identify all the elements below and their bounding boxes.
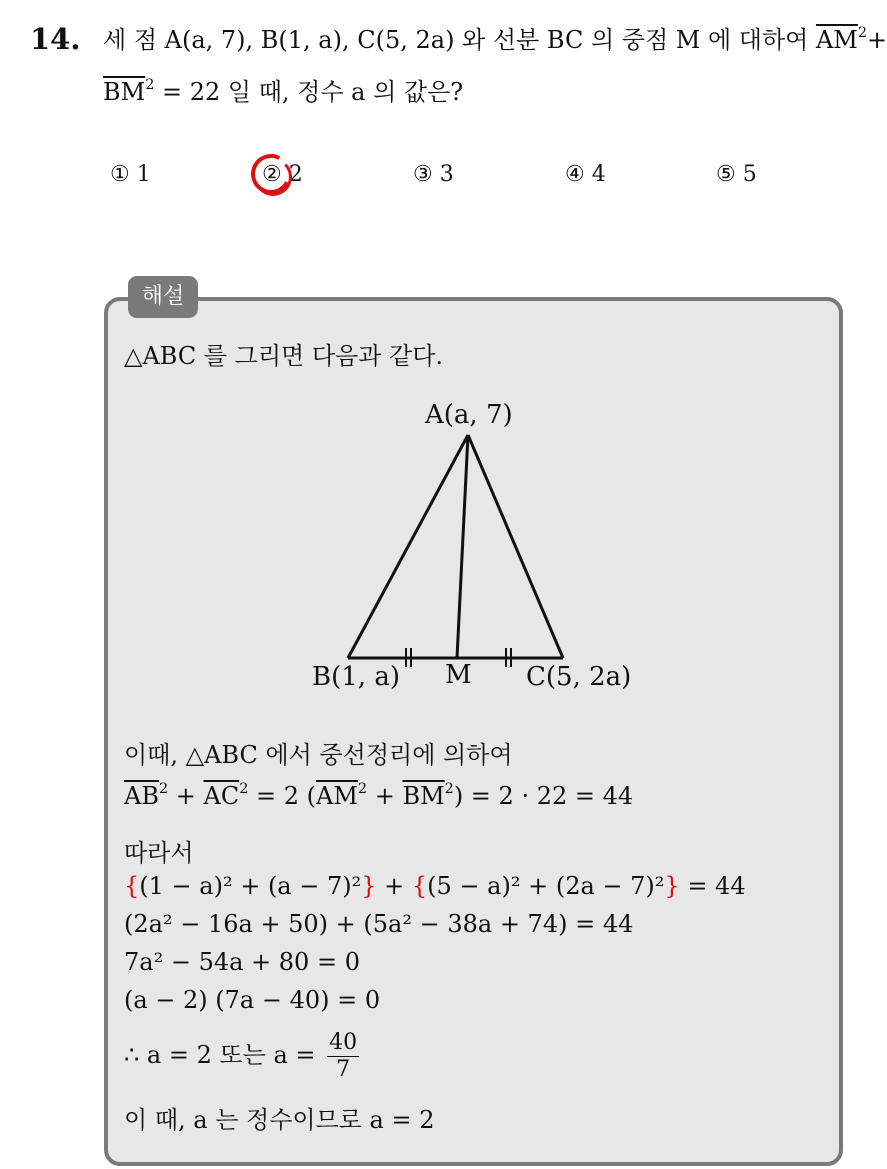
red-brace-open: { [411,872,428,900]
red-brace-open: { [124,872,140,900]
equation-1-rhs: = 44 [679,872,746,900]
vertex-label-c: C(5, 2a) [526,662,632,692]
equation-1-part-2: (5 − a)² + (2a − 7)² [427,872,665,900]
segment-am: $\overline{AM}$ [316,782,358,810]
eq-result: ) = 2 · 22 = 44 [453,782,634,810]
solution-badge: 해설 [128,276,198,318]
segment-bm: $\overline{BM}$ [103,78,146,106]
median-theorem-equation [124,782,633,810]
plus-sign: + [867,26,887,54]
choice-mark: ① [110,162,130,187]
exponent: 2 [357,781,368,798]
question-number: 14. [30,22,81,56]
choice-value: 4 [591,162,606,187]
fraction-numerator: 40 [329,1030,358,1055]
exponent: 2 [857,25,868,42]
vertex-label-b: B(1, a) [312,662,400,692]
choice-mark: ③ [413,162,433,187]
choice-mark: ② [262,162,282,187]
choice-5[interactable] [716,162,757,187]
choice-3[interactable] [413,162,454,187]
median-am [457,435,468,658]
equation-1-part-1: (1 − a)² + (a − 7)² [139,872,362,900]
choice-value: 3 [439,162,454,187]
equation-5 [124,1030,359,1083]
solution-median-theorem-intro: 이때, △ABC 에서 중선정리에 의하여 [124,741,513,769]
exponent: 2 [239,781,249,798]
red-brace-close: } [361,872,377,900]
segment-ab: $\overline{AB}$ [124,782,159,810]
equation-5-text: ∴ a = 2 또는 a = [124,1041,316,1069]
plus-sign: + [168,782,204,810]
fraction-denominator: 7 [336,1057,351,1082]
plus-sign: + [367,782,403,810]
therefore-label: 따라서 [124,839,194,867]
equation-3: 7a² − 54a + 80 = 0 [124,948,360,976]
equation-1 [124,872,746,900]
choice-value: 1 [136,162,151,187]
plus-sign: + [376,872,412,900]
vertex-label-a: A(a, 7) [425,400,513,430]
question-line-1 [103,20,887,55]
exponent: 2 [158,781,169,798]
segment-ac: $\overline{AC}$ [203,782,240,810]
triangle-figure [300,395,600,670]
equation-4: (a − 2) (7a − 40) = 0 [124,986,381,1014]
segment-bm: $\overline{BM}$ [402,782,445,810]
answer-circle-mark-stroke [254,158,292,196]
choice-mark: ⑤ [716,162,736,187]
question-line-2-text: = 22 일 때, 정수 a 의 값은? [154,78,464,106]
equation-2: (2a² − 16a + 50) + (5a² − 38a + 74) = 44 [124,910,634,938]
side-ac [468,435,563,658]
red-brace-close: } [664,872,680,900]
choice-1[interactable] [110,162,151,187]
exponent: 2 [145,77,155,94]
choice-4[interactable] [565,162,606,187]
side-ab [348,435,468,658]
conclusion: 이 때, a 는 정수이므로 a = 2 [124,1106,435,1134]
question-line-2 [103,72,463,107]
choice-mark: ④ [565,162,585,187]
midpoint-label-m: M [445,660,472,690]
choice-value: 2 [288,162,303,187]
question-line-1-text: 세 점 A(a, 7), B(1, a), C(5, 2a) 와 선분 BC 의 중점 M 에 대하여 [103,26,816,54]
eq-two: = 2 ( [248,782,316,810]
exponent: 2 [444,781,454,798]
segment-am: $\overline{AM}$ [815,26,858,54]
solution-intro: △ABC 를 그리면 다음과 같다. [124,342,444,370]
choice-value: 5 [742,162,757,187]
fraction [327,1030,359,1083]
